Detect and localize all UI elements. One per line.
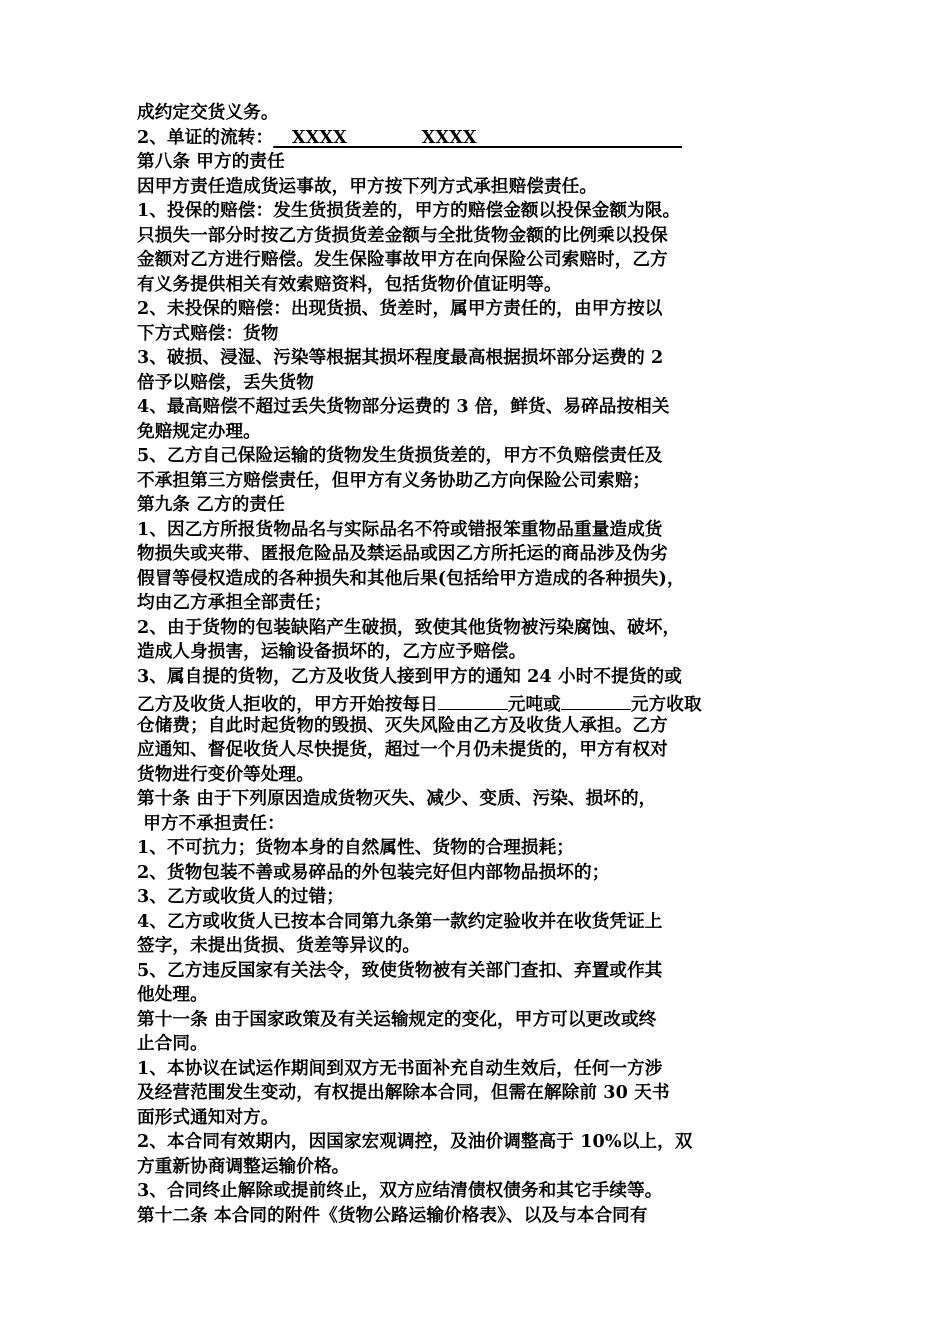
text-line: 2、本合同有效期内，因国家宏观调控，及油价调整高于 10%以上，双	[137, 1131, 693, 1152]
text-line: 有义务提供相关有效索赔资料，包括货物价值证明等。	[137, 273, 562, 295]
storage-fee-text: 乙方及收货人拒收的，甲方开始按每日	[137, 694, 438, 715]
article-heading: 第十二条 本合同的附件《货物公路运输价格表》、以及与本合同有	[137, 1204, 648, 1226]
text-line: 均由乙方承担全部责任；	[137, 592, 332, 613]
text-line: 5、乙方违反国家有关法令，致使货物被有关部门查扣、弃置或作其	[137, 959, 663, 981]
text-line: 假冒等侵权造成的各种损失和其他后果(包括给甲方造成的各种损失)，	[137, 567, 685, 589]
storage-fee-line	[137, 689, 827, 714]
text-line: 因甲方责任造成货运事故，甲方按下列方式承担赔偿责任。	[137, 175, 598, 197]
text-line: 下方式赔偿：货物	[137, 322, 279, 344]
text-line: 倍予以赔偿，丢失货物	[137, 371, 314, 393]
text-line: 3、乙方或收货人的过错；	[137, 886, 344, 907]
text-line: 3、破损、浸湿、污染等根据其损坏程度最高根据损坏部分运费的 2	[137, 347, 664, 368]
text-line: 方重新协商调整运输价格。	[137, 1155, 350, 1177]
text-line: 造成人身损害，运输设备损坏的，乙方应予赔偿。	[137, 641, 527, 662]
text-line: 签字，未提出货损、货差等异议的。	[137, 935, 421, 956]
article-heading: 第十一条 由于国家政策及有关运输规定的变化，甲方可以更改或终	[137, 1008, 657, 1030]
text-line: 5、乙方自己保险运输的货物发生货损货差的，甲方不负赔偿责任及	[137, 445, 663, 466]
text-line: 免赔规定办理。	[137, 420, 261, 442]
storage-fee-blank-2	[561, 689, 631, 710]
text-line: 1、投保的赔偿：发生货损货差的，甲方的赔偿金额以投保金额为限。	[137, 200, 681, 221]
text-line: 止合同。	[137, 1033, 208, 1054]
storage-fee-blank-1	[438, 689, 508, 710]
text-line: 面形式通知对方。	[137, 1106, 279, 1128]
text-line: 仓储费；自此时起货物的毁损、灭失风险由乙方及收货人承担。乙方	[137, 714, 668, 736]
document-flow-blank-a: XXXX	[291, 126, 347, 148]
document-flow-blank-b: XXXX	[421, 126, 477, 148]
text-line: 4、最高赔偿不超过丢失货物部分运费的 3 倍，鲜货、易碎品按相关	[137, 396, 670, 417]
article-heading: 第九条 乙方的责任	[137, 494, 285, 515]
text-line: 物损失或夹带、匿报危险品及禁运品或因乙方所托运的商品涉及伪劣	[137, 543, 668, 564]
text-line: 3、合同终止解除或提前终止，双方应结清债权债务和其它手续等。	[137, 1180, 663, 1201]
article-heading: 第十条 由于下列原因造成货物灭失、减少、变质、污染、损坏的，	[137, 788, 657, 809]
text-line: 1、因乙方所报货物品名与实际品名不符或错报笨重物品重量造成货	[137, 518, 663, 540]
article-heading: 第八条 甲方的责任	[137, 151, 285, 172]
document-flow-label: 2、单证的流转：	[137, 126, 274, 148]
storage-fee-unit-1: 元吨或	[507, 694, 561, 715]
storage-fee-unit-2: 元方收取	[630, 694, 702, 715]
text-line: 1、本协议在试运作期间到双方无书面补充自动生效后，任何一方涉	[137, 1057, 663, 1079]
text-line: 及经营范围发生变动，有权提出解除本合同，但需在解除前 30 天书	[137, 1082, 670, 1103]
text-line: 货物进行变价等处理。	[137, 763, 314, 785]
text-line: 甲方不承担责任：	[137, 812, 285, 834]
text-line: 成约定交货义务。	[137, 102, 279, 123]
text-line: 应通知、督促收货人尽快提货，超过一个月仍未提货的，甲方有权对	[137, 739, 668, 760]
contract-page	[137, 101, 827, 1228]
text-line: 4、乙方或收货人已按本合同第九条第一款约定验收并在收货凭证上	[137, 910, 663, 932]
text-line: 2、未投保的赔偿：出现货损、货差时，属甲方责任的，由甲方按以	[137, 298, 663, 319]
text-line: 只损失一部分时按乙方货损货差金额与全批货物金额的比例乘以投保	[137, 224, 668, 246]
text-line: 不承担第三方赔偿责任，但甲方有义务协助乙方向保险公司索赔；	[137, 469, 651, 491]
text-line: 金额对乙方进行赔偿。发生保险事故甲方在向保险公司索赔时，乙方	[137, 249, 668, 270]
text-line: 他处理。	[137, 984, 208, 1005]
text-line: 1、不可抗力；货物本身的自然属性、货物的合理损耗；	[137, 837, 574, 858]
text-line: 2、由于货物的包装缺陷产生破损，致使其他货物被污染腐蚀、破坏，	[137, 616, 681, 638]
document-flow-line	[137, 126, 827, 151]
text-line: 3、属自提的货物，乙方及收货人接到甲方的通知 24 小时不提货的或	[137, 665, 682, 687]
text-line: 2、货物包装不善或易碎品的外包装完好但内部物品损坏的；	[137, 861, 610, 883]
